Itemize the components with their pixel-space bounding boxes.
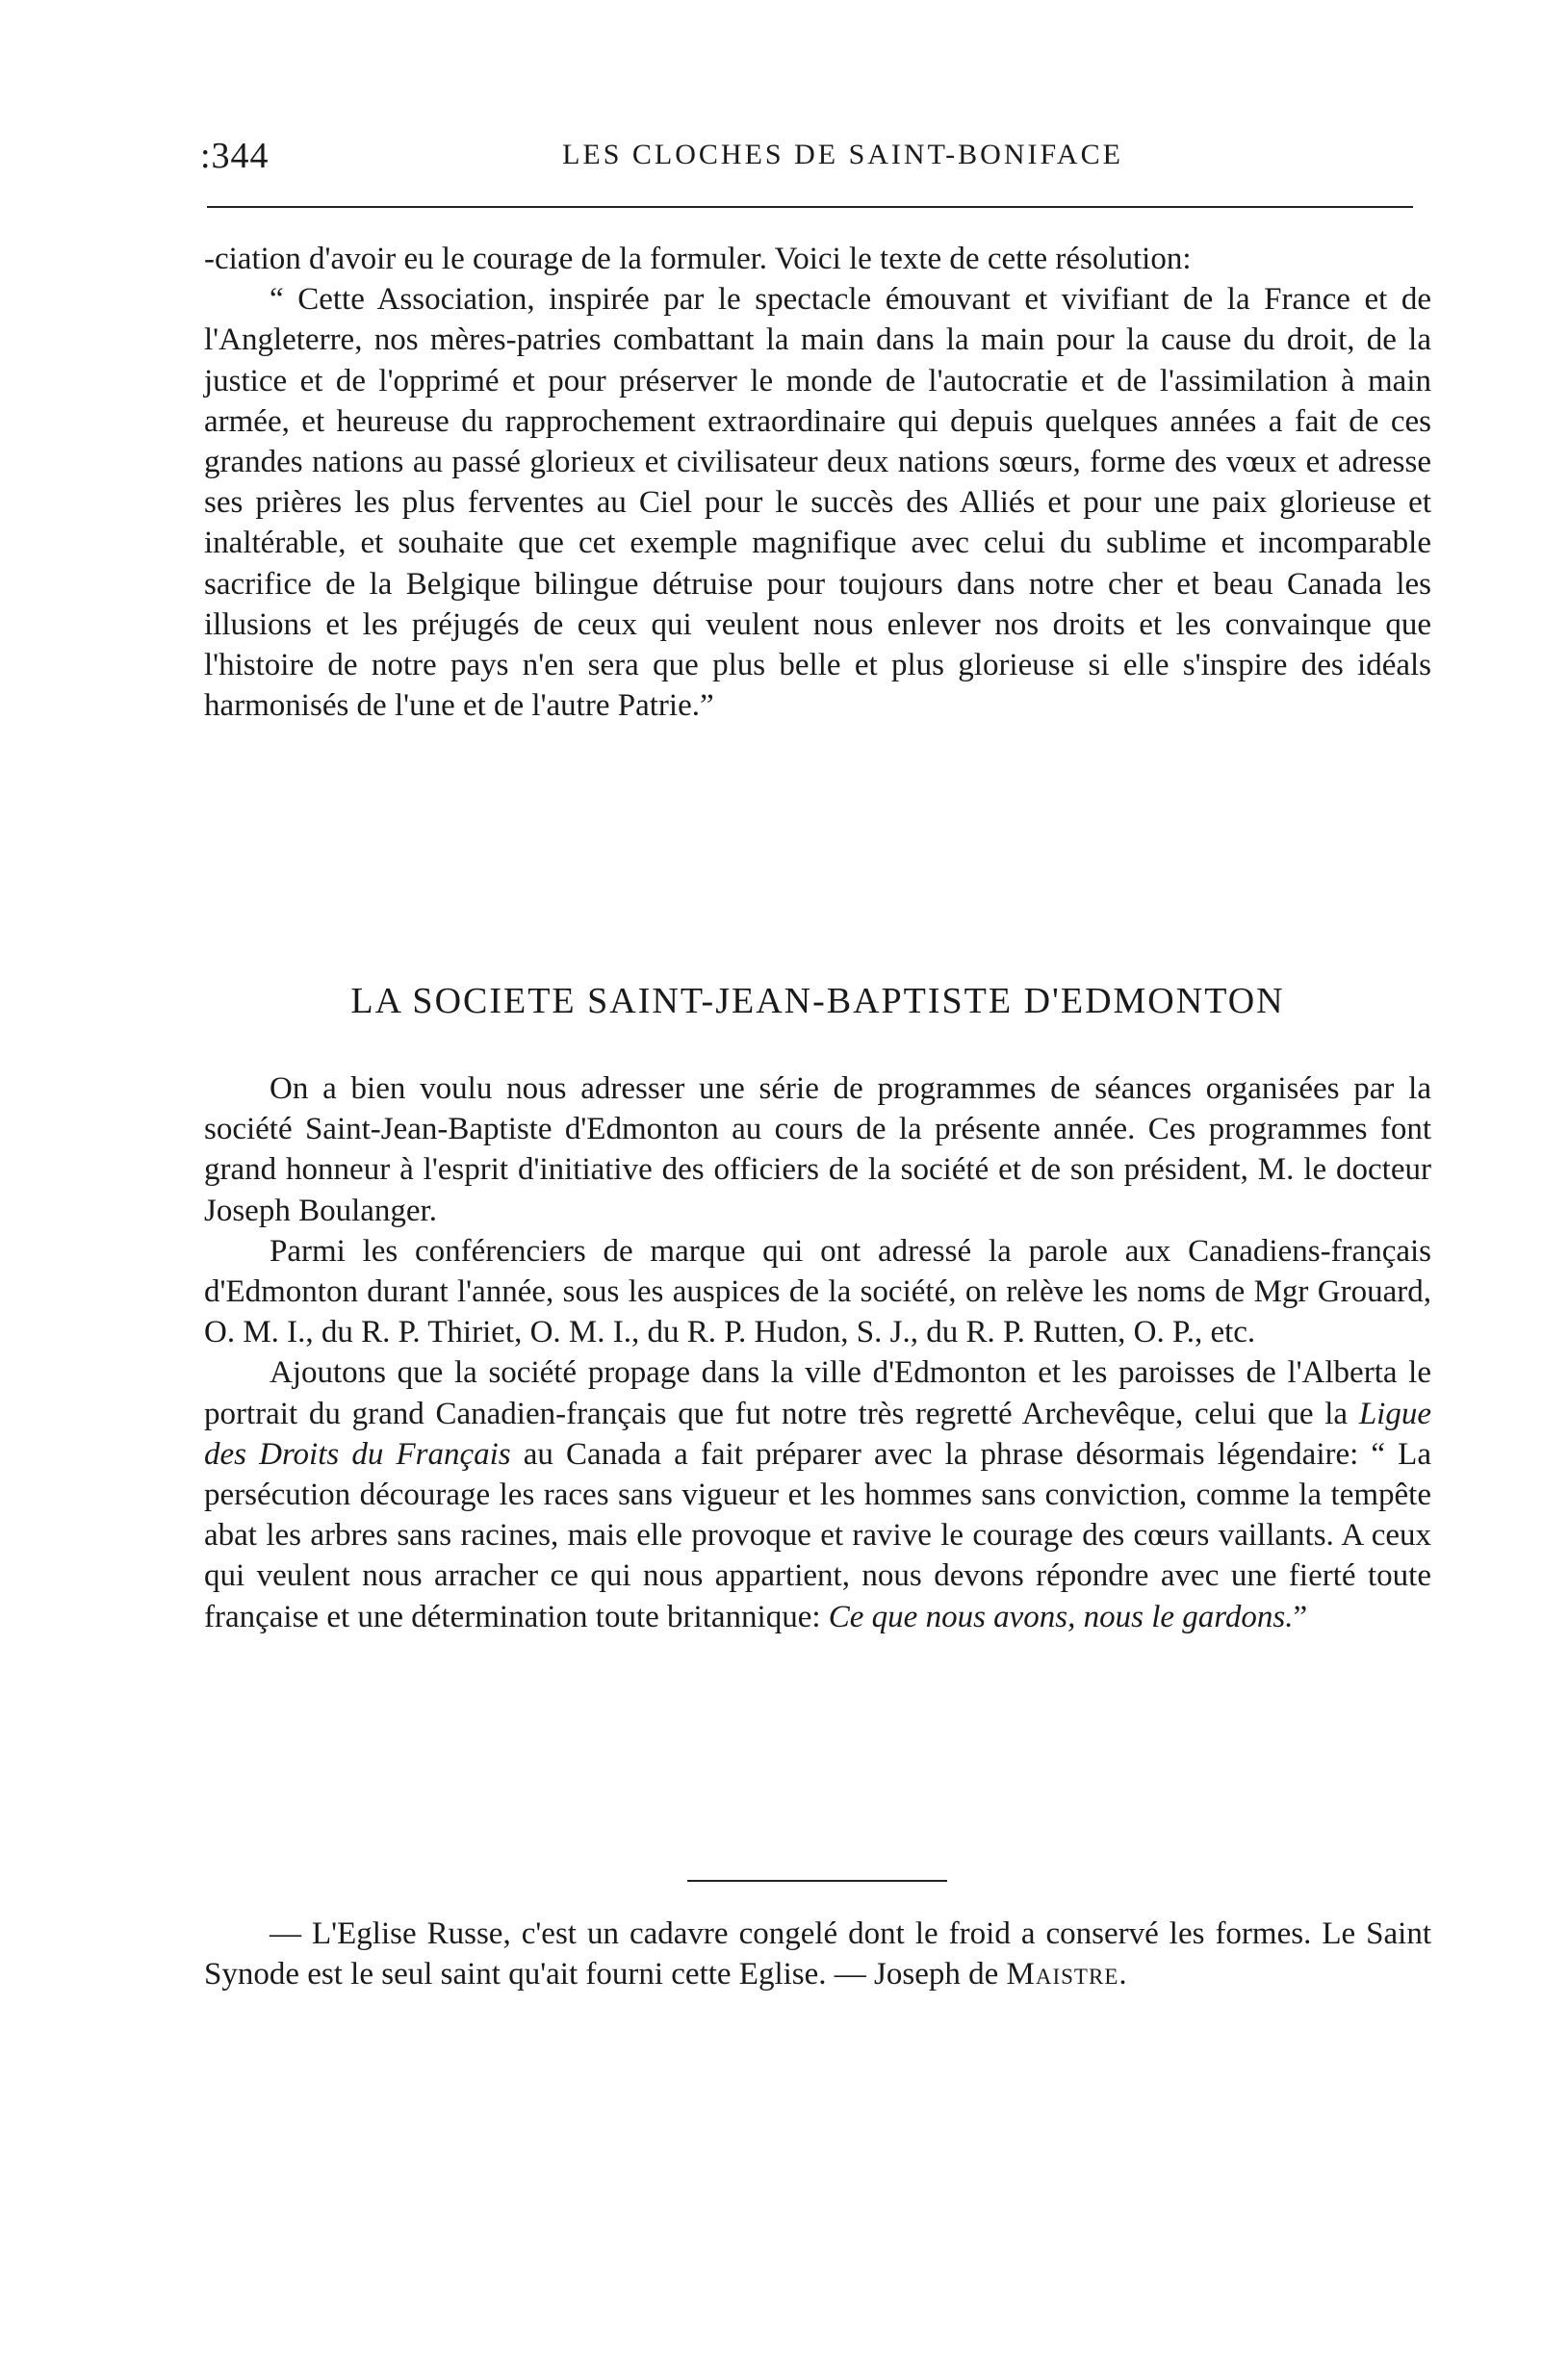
note-paragraph	[204, 1914, 1431, 1994]
paragraph-portrait-text-b: au Canada a fait préparer avec la phrase désormais légendaire: “ La persécution décourage les races sans vigueur et les hommes sans conviction, comme la tempête abat les arbres sans racines, mais elle provoque et ravive le courage des cœurs vaillants. A ceux qui veulent nous arracher ce qui nous appartient, nous devons répondre avec une fierté toute française et une détermination toute britannique:	[204, 1436, 1431, 1634]
ligue-name: Ligue des Droits du Français	[204, 1396, 1431, 1472]
resolution-block	[204, 239, 1431, 726]
quote-close: ”	[1293, 1599, 1308, 1634]
resolution-intro: -ciation d'avoir eu le courage de la formuler. Voici le texte de cette résolution:	[204, 242, 1192, 276]
note-end: .	[1118, 1957, 1127, 1992]
section-body	[204, 1068, 1431, 1637]
author-surname: Maistre	[1006, 1957, 1119, 1992]
header-rule	[207, 206, 1413, 208]
note-text: — L'Eglise Russe, c'est un cadavre congelé dont le froid a conservé les formes. Le Saint Synode est le seul saint qu'ait fourni cette Eglise. — Joseph de	[204, 1916, 1431, 1992]
separator-rule	[687, 1880, 947, 1882]
note-block	[204, 1914, 1431, 1994]
paragraph-programmes: On a bien voulu nous adresser une série de programmes de séances organisées par la société Saint-Jean-Baptiste d'Edmonton au cours de la présente année. Ces programmes font grand honneur à l'esprit d'initiative des officiers de la société et de son président, M. le docteur Joseph Boulanger.	[204, 1071, 1431, 1228]
motto: Ce que nous avons, nous le gardons.	[828, 1599, 1294, 1634]
paragraph-conferenciers: Parmi les conférenciers de marque qui ont adressé la parole aux Canadiens-français d'Edmonton durant l'année, sous les auspices de la société, on relève les noms de Mgr Grouard, O. M. I., du R. P. Thiriet, O. M. I., du R. P. Hudon, S. J., du R. P. Rutten, O. P., etc.	[204, 1233, 1431, 1350]
running-head	[200, 135, 1418, 183]
section-title: LA SOCIETE SAINT-JEAN-BAPTISTE D'EDMONTON	[350, 981, 1285, 1021]
page-number: :344	[200, 136, 270, 176]
running-title: LES CLOCHES DE SAINT-BONIFACE	[562, 139, 1123, 170]
paragraph-portrait-text-a: Ajoutons que la société propage dans la ville d'Edmonton et les paroisses de l'Alberta le portrait du grand Canadien-français que fut notre très regretté Archevêque, celui que la	[204, 1355, 1431, 1431]
paragraph-portrait	[204, 1352, 1431, 1636]
resolution-quote: “ Cette Association, inspirée par le spectacle émouvant et vivifiant de la France et de l'Angleterre, nos mères-patries combattant la main dans la main pour la cause du droit, de la justice et de l'opprimé et pour préserver le monde de l'autocratie et de l'assimilation à main armée, et heureuse du rapprochement extraordinaire qui depuis quelques années a fait de ces grandes nations au passé glorieux et civilisateur deux nations sœurs, forme des vœux et adresse ses prières les plus ferventes au Ciel pour le succès des Alliés et pour une paix glorieuse et inaltérable, et souhaite que cet exemple magnifique avec celui du sublime et incomparable sacrifice de la Belgique bilingue détruise pour toujours dans notre cher et beau Canada les illusions et les préjugés de ceux qui veulent nous enlever nos droits et les convainque que l'histoire de notre pays n'en sera que plus belle et plus glorieuse si elle s'inspire des idéals harmonisés de l'une et de l'autre Patrie.”	[204, 282, 1431, 724]
